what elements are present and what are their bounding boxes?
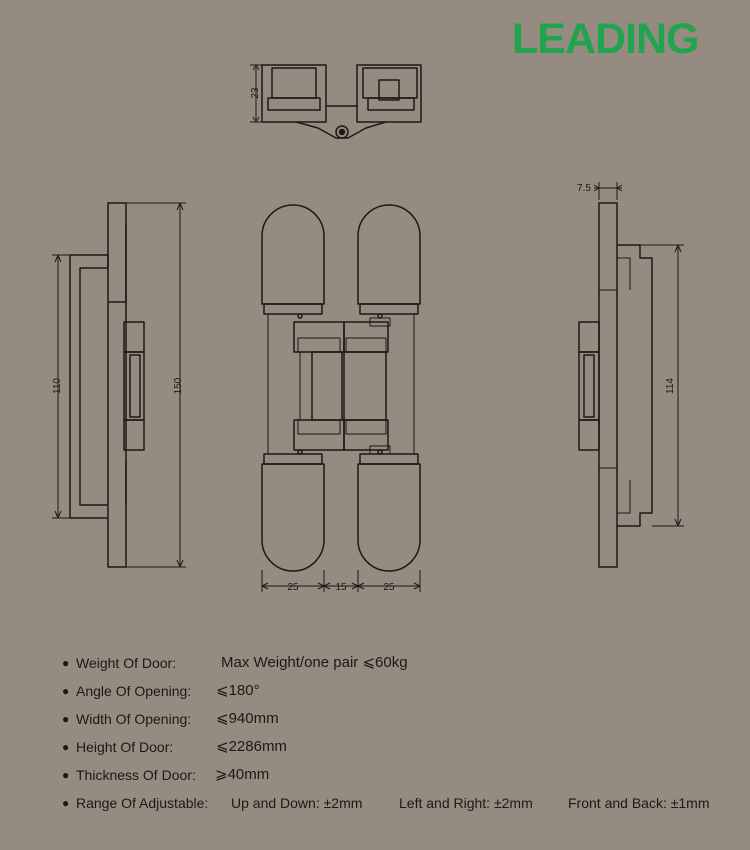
side-view-left	[52, 203, 186, 567]
dim-side-right-depth: 7.5	[577, 183, 591, 194]
spec-value: ⩽180°	[216, 682, 260, 699]
dim-front-right-width: 25	[383, 582, 395, 593]
spec-value: ⩾40mm	[215, 766, 270, 783]
spec-label: Thickness Of Door:	[76, 767, 196, 783]
dim-side-left-outer: 150	[173, 377, 184, 395]
spec-label: Range Of Adjustable:	[76, 795, 209, 811]
dim-side-left-inner: 110	[52, 378, 63, 394]
spec-value-front-back: Front and Back: ±1mm	[568, 795, 710, 811]
spec-label: Weight Of Door:	[76, 655, 177, 671]
bullet-icon: ●	[62, 656, 70, 670]
spec-value: Max Weight/one pair ⩽60kg	[221, 654, 408, 671]
dim-top-height: 23	[250, 87, 261, 99]
bullet-icon: ●	[62, 796, 70, 810]
spec-value-left-right: Left and Right: ±2mm	[399, 795, 533, 811]
bullet-icon: ●	[62, 684, 70, 698]
brand-logo: LEADING	[512, 15, 699, 63]
side-view-right	[577, 182, 684, 567]
spec-value: ⩽2286mm	[216, 738, 287, 755]
spec-label: Height Of Door:	[76, 739, 174, 755]
spec-value: Up and Down: ±2mm	[231, 795, 363, 811]
bullet-icon: ●	[62, 712, 70, 726]
bullet-icon: ●	[62, 768, 70, 782]
dim-front-gap: 15	[335, 582, 347, 593]
spec-label: Width Of Opening:	[76, 711, 192, 727]
bullet-icon: ●	[62, 740, 70, 754]
dim-front-left-width: 25	[287, 582, 299, 593]
spec-label: Angle Of Opening:	[76, 683, 192, 699]
top-view	[250, 65, 421, 138]
dim-side-right-length: 114	[665, 378, 676, 394]
front-view	[262, 205, 420, 593]
spec-value: ⩽940mm	[216, 710, 279, 727]
